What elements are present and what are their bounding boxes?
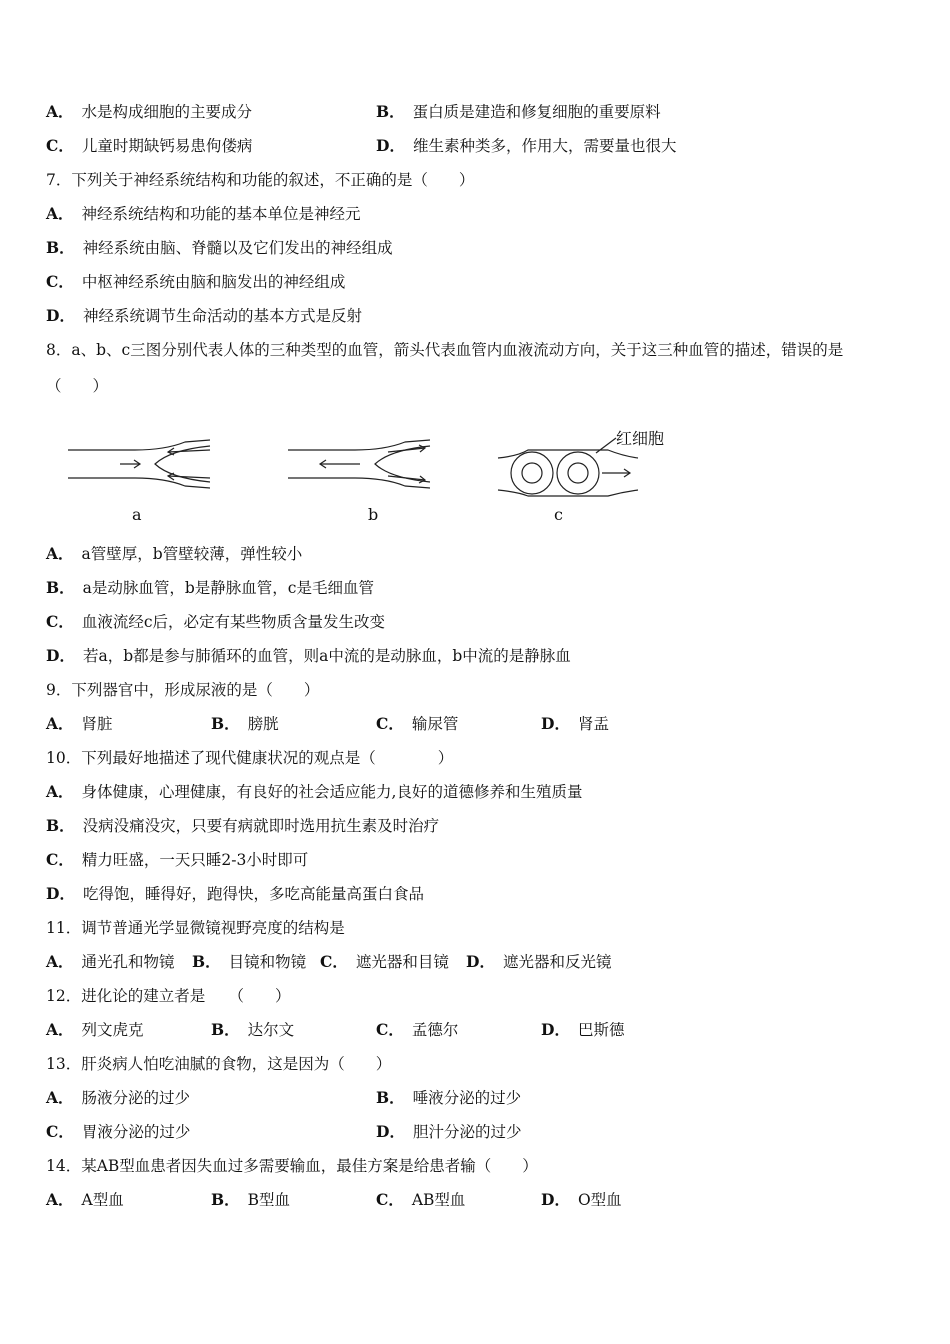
vessel-a-drawing	[68, 440, 210, 488]
q11-option-d: D． 遮光器和反光镜	[466, 952, 612, 971]
q9-option-b: B． 膀胱	[211, 714, 279, 733]
q12-option-b: B． 达尔文	[211, 1020, 295, 1039]
q14-option-b: B． B型血	[211, 1190, 290, 1209]
red-cell-label: 红细胞	[616, 429, 665, 448]
q14-option-d: D． O型血	[541, 1190, 622, 1209]
q7-stem: 7．下列关于神经系统结构和功能的叙述，不正确的是（ ）	[46, 171, 475, 189]
q8-option-d: D． 若a，b都是参与肺循环的血管，则a中流的是动脉血，b中流的是静脉血	[46, 646, 571, 665]
q7-option-b: B． 神经系统由脑、脊髓以及它们发出的神经组成	[46, 238, 393, 257]
q8-option-a: A． a管壁厚，b管壁较薄，弹性较小	[46, 544, 303, 563]
q9-option-d: D． 肾盂	[541, 714, 609, 733]
q12-option-a: A． 列文虎克	[46, 1020, 144, 1039]
q8-stem-paren: （ ）	[46, 377, 109, 395]
q10-option-c: C． 精力旺盛，一天只睡2-3小时即可	[46, 850, 309, 869]
q13-stem: 13．肝炎病人怕吃油腻的食物，这是因为（ ）	[46, 1055, 392, 1073]
q9-option-c: C． 输尿管	[376, 714, 459, 733]
q6-option-b: B． 蛋白质是建造和修复细胞的重要原料	[376, 102, 661, 121]
vessel-a-caption: a	[132, 505, 142, 524]
q14-stem: 14．某AB型血患者因失血过多需要输血，最佳方案是给患者输（ ）	[46, 1157, 538, 1175]
q14-option-a: A． A型血	[46, 1190, 124, 1209]
q8-option-c: C． 血液流经c后，必定有某些物质含量发生改变	[46, 612, 386, 631]
q8-option-b: B． a是动脉血管，b是静脉血管，c是毛细血管	[46, 578, 374, 597]
q14-option-c: C． AB型血	[376, 1190, 466, 1209]
q9-stem: 9．下列器官中，形成尿液的是（ ）	[46, 681, 320, 699]
blood-vessel-figure	[60, 420, 700, 530]
q11-option-a: A． 通光孔和物镜	[46, 952, 175, 971]
q13-option-d: D． 胆汁分泌的过少	[376, 1122, 522, 1141]
q13-option-a: A． 肠液分泌的过少	[46, 1088, 191, 1107]
q10-option-d: D． 吃得饱，睡得好，跑得快，多吃高能量高蛋白食品	[46, 884, 424, 903]
q10-option-a: A． 身体健康，心理健康，有良好的社会适应能力,良好的道德修养和生殖质量	[46, 782, 583, 801]
q9-option-a: A． 肾脏	[46, 714, 113, 733]
q11-stem: 11．调节普通光学显微镜视野亮度的结构是	[46, 919, 345, 937]
q7-option-c: C． 中枢神经系统由脑和脑发出的神经组成	[46, 272, 346, 291]
q12-option-d: D． 巴斯德	[541, 1020, 625, 1039]
q13-option-c: C． 胃液分泌的过少	[46, 1122, 191, 1141]
q10-option-b: B． 没病没痛没灾，只要有病就即时选用抗生素及时治疗	[46, 816, 440, 835]
q10-stem: 10．下列最好地描述了现代健康状况的观点是（ ）	[46, 749, 454, 767]
q7-option-d: D． 神经系统调节生命活动的基本方式是反射	[46, 306, 362, 325]
q12-option-c: C． 孟德尔	[376, 1020, 459, 1039]
q6-option-d: D． 维生素种类多，作用大，需要量也很大	[376, 136, 677, 155]
vessel-b-drawing	[288, 440, 430, 488]
q6-option-a: A． 水是构成细胞的主要成分	[46, 102, 253, 121]
vessel-c-caption: c	[554, 505, 563, 524]
q11-option-b: B． 目镜和物镜	[192, 952, 307, 971]
q12-stem: 12．进化论的建立者是 （ ）	[46, 987, 291, 1005]
q13-option-b: B． 唾液分泌的过少	[376, 1088, 522, 1107]
q8-stem: 8．a、b、c三图分别代表人体的三种类型的血管，箭头代表血管内血液流动方向，关于这三种血管的描述，错误的是	[46, 341, 844, 359]
vessel-b-caption: b	[368, 505, 379, 524]
q7-option-a: A． 神经系统结构和功能的基本单位是神经元	[46, 204, 361, 223]
q6-option-c: C． 儿童时期缺钙易患佝偻病	[46, 136, 253, 155]
q11-option-c: C． 遮光器和目镜	[320, 952, 449, 971]
